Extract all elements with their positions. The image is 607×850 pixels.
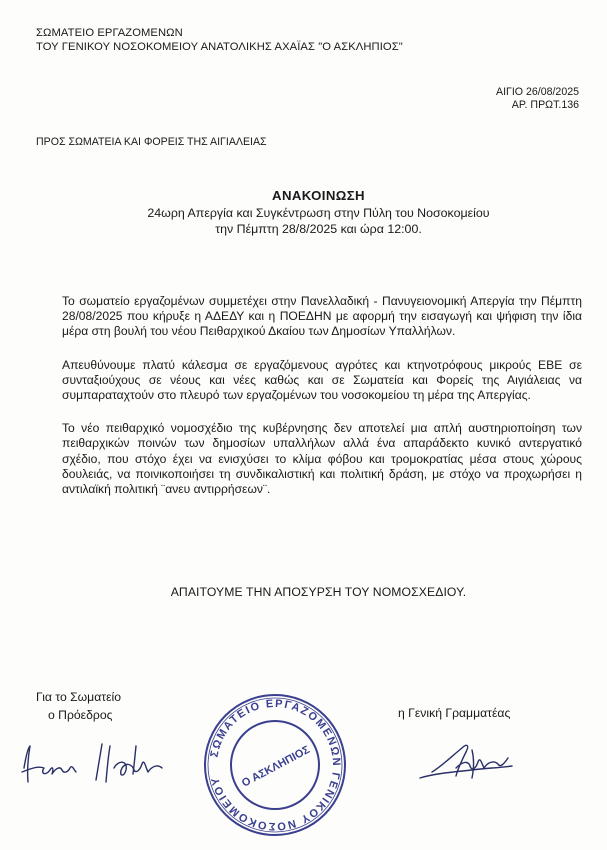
- demand-text: ΑΠΑΙΤΟΥΜΕ ΤΗΝ ΑΠΟΣΥΡΣΗ ΤΟΥ ΝΟΜΟΣΧΕΔΙΟΥ.: [170, 585, 467, 599]
- secretary-signature-icon: [412, 738, 522, 786]
- organization-line-1: ΣΩΜΑΤΕΙΟ ΕΡΓΑΖΟΜΕΝΩΝ: [36, 27, 183, 39]
- stamp-center-text: Ο ΑΣΚΛΗΠΙΟΣ: [239, 743, 312, 790]
- union-stamp-icon: [200, 690, 350, 840]
- paragraph-1: Το σωματείο εργαζομένων συμμετέχει στην Πανελλαδική - Πανυγειονομική Απεργία την Πέμπτη 28/08/2025 που κήρυξε η ΑΔΕΔΥ και η ΠΟΕΔΗΝ με αφορμή την εισαγωγή και ψήφιση την ίδια μέρα στη βουλή του νέου Πειθαρχικού Δκαίου των Δημοσίων Υπαλλήλων.: [62, 294, 582, 339]
- announcement-subtitle-line-2: την Πέμπτη 28/8/2025 και ώρα 12:00.: [215, 222, 422, 236]
- announcement-subtitle-line-1: 24ωρη Απεργία και Συγκέντρωση στην Πύλη του Νοσοκομείου: [147, 206, 490, 220]
- announcement-body: [62, 294, 582, 515]
- paragraph-3: Το νέο πειθαρχικό νομοσχέδιο της κυβέρνησης δεν αποτελεί μια απλή αυστηριοποίηση των πειθαρχικών ποινών των δημοσίων υπαλλήλων αλλά ένα απαράδεκτο κυνικό αντεργατικό σχέδιο, που στόχο έχει να ενισχύσει το κλίμα φόβου και τρομοκρατίας μέσα στους χώρους δουλειάς, να ποινικοποιήσει τη συνδικαλιστική και πολιτική δράση, με στόχο να προχωρήσει η αντιλαϊκή πολιτική ¨ανευ αντιρρήσεων¨.: [62, 421, 582, 497]
- place-date: ΑΙΓΙΟ 26/08/2025: [496, 86, 579, 98]
- paragraph-2: Απευθύνουμε πλατύ κάλεσμα σε εργαζόμενους αγρότες και κτηνοτρόφους μικρούς ΕΒΕ σε συνταξιούχους σε νέους και νέες καθώς και σε Σωματεία και Φορείς της Αιγιάλειας να συμπαραταχτούν στο πλευρό των εργαζομένων του νοσοκομείου τη μέρα της Απεργίας.: [62, 357, 582, 403]
- announcement-title: ΑΝΑΚΟΙΝΩΣΗ: [272, 188, 365, 203]
- signature-left-line-1: Για το Σωματείο: [36, 690, 121, 704]
- president-signature-icon: [18, 738, 178, 788]
- reference-block: [496, 86, 579, 112]
- announcement-heading: [0, 188, 607, 237]
- secretary-signature-label: η Γενική Γραμματέας: [398, 706, 511, 720]
- signature-left-line-2: ο Πρόεδρος: [48, 708, 113, 722]
- organization-header: [36, 26, 403, 54]
- protocol-number: ΑΡ. ΠΡΩΤ.136: [511, 99, 579, 111]
- recipient-line: ΠΡΟΣ ΣΩΜΑΤΕΙΑ ΚΑΙ ΦΟΡΕΙΣ ΤΗΣ ΑΙΓΙΑΛΕΙΑΣ: [36, 136, 267, 148]
- stamp-ring-text: ΣΩΜΑΤΕΙΟ ΕΡΓΑΖΟΜΕΝΩΝ ΓΕΝΙΚΟΥ ΝΟΣΟΚΟΜΕΙΟΥ: [208, 697, 343, 833]
- demand-statement: [0, 585, 607, 599]
- organization-line-2: ΤΟΥ ΓΕΝΙΚΟΥ ΝΟΣΟΚΟΜΕΙΟΥ ΑΝΑΤΟΛΙΚΗΣ ΑΧΑΪΑΣ "Ο ΑΣΚΛΗΠΙΟΣ": [36, 41, 403, 53]
- president-signature-block: [36, 688, 121, 724]
